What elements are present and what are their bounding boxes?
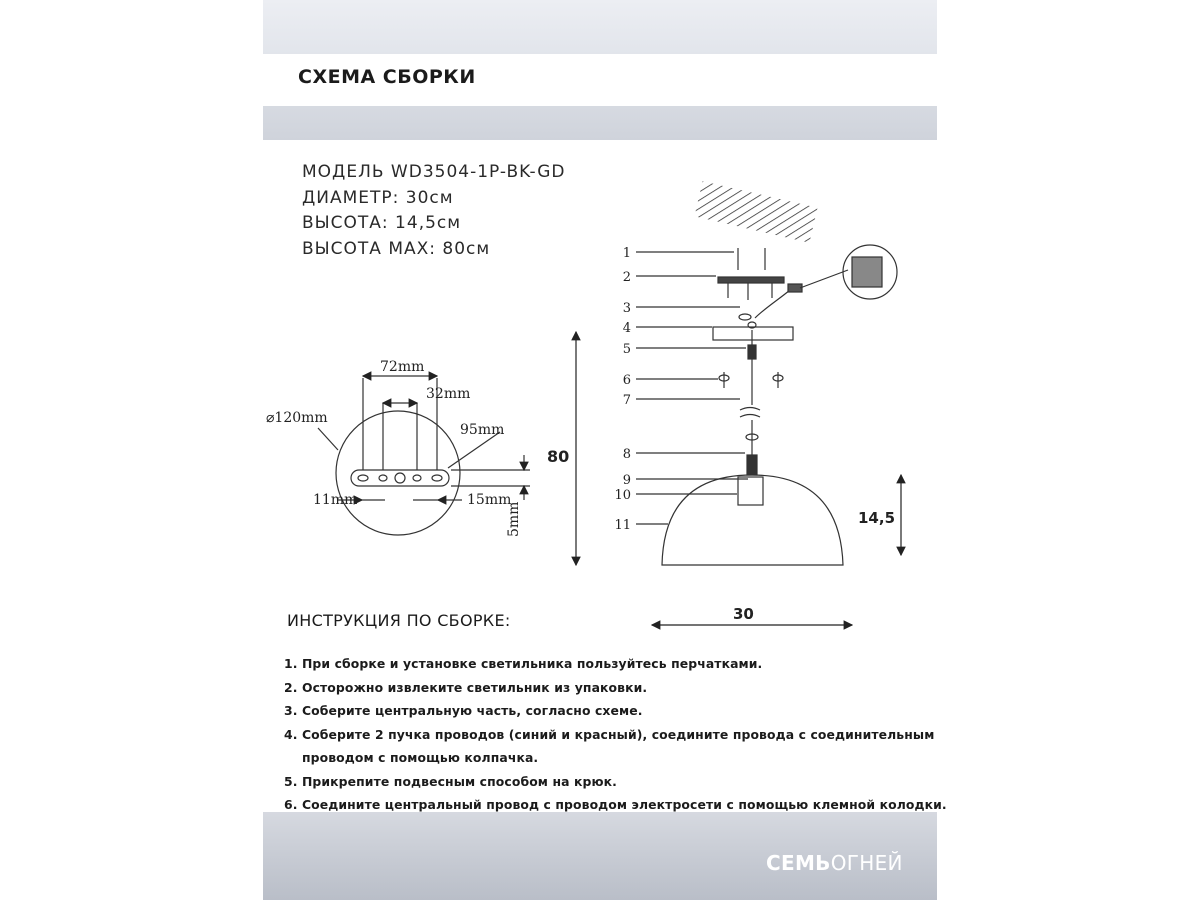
instruction-step-6: 6. Соедините центральный провод с проводом электросети с помощью клемной колодки. bbox=[284, 797, 947, 812]
part-number-4: 4 bbox=[622, 321, 631, 336]
width-label: 30 bbox=[733, 605, 754, 623]
part-number-9: 9 bbox=[622, 473, 631, 488]
lamp-socket bbox=[738, 477, 763, 505]
spec-height: ВЫСОТА: 14,5см bbox=[302, 213, 462, 233]
dim-diameter-label: ⌀120mm bbox=[266, 410, 328, 426]
dim-95-label: 95mm bbox=[460, 422, 505, 438]
brand-light: ОГНЕЙ bbox=[830, 851, 903, 875]
part-number-2: 2 bbox=[622, 270, 631, 285]
instruction-step-5: 5. Прикрепите подвесным способом на крюк. bbox=[284, 773, 617, 789]
instructions-list bbox=[284, 652, 947, 817]
instruction-step-3: 3. Соберите центральную часть, согласно схеме. bbox=[284, 703, 643, 718]
ceiling-hatch bbox=[694, 181, 817, 243]
part-number-8: 8 bbox=[622, 447, 631, 462]
lamp-exploded-view bbox=[636, 181, 901, 625]
brand-bold: СЕМЬ bbox=[766, 851, 831, 875]
part-number-1: 1 bbox=[622, 246, 631, 261]
instructions-title: ИНСТРУКЦИЯ ПО СБОРКЕ: bbox=[287, 611, 511, 630]
spec-model: МОДЕЛЬ WD3504-1P-BK-GD bbox=[302, 162, 566, 182]
part-number-10: 10 bbox=[614, 488, 631, 503]
spec-height-max: ВЫСОТА MAX: 80см bbox=[302, 238, 491, 259]
bracket-detail bbox=[318, 376, 530, 535]
page-title: СХЕМА СБОРКИ bbox=[298, 66, 476, 88]
part-number-3: 3 bbox=[622, 301, 631, 316]
dim-15-label: 15mm bbox=[467, 492, 512, 508]
dome-shade bbox=[662, 475, 843, 565]
shade-height-label: 14,5 bbox=[858, 509, 896, 527]
spec-diameter: ДИАМЕТР: 30см bbox=[302, 187, 454, 208]
part-number-7: 7 bbox=[622, 393, 631, 408]
dim-5-label: 5mm bbox=[506, 501, 522, 537]
instruction-step-1: 1. При сборке и установке светильника пользуйтесь перчатками. bbox=[284, 656, 763, 671]
instruction-step-4: 4. Соберите 2 пучка проводов (синий и красный), соедините провода с соединительным bbox=[284, 726, 935, 742]
total-height-label: 80 bbox=[547, 447, 570, 466]
dim-72-label: 72mm bbox=[380, 359, 425, 375]
part-number-5: 5 bbox=[622, 342, 631, 357]
mounting-plate bbox=[351, 470, 449, 486]
brand-logo bbox=[766, 851, 903, 875]
dim-11-label: 11mm bbox=[313, 492, 358, 508]
part-number-6: 6 bbox=[622, 373, 631, 388]
dim-32-label: 32mm bbox=[426, 386, 471, 402]
canopy bbox=[713, 327, 793, 340]
instruction-step-2: 2. Осторожно извлеките светильник из упаковки. bbox=[284, 679, 648, 695]
part-number-11: 11 bbox=[614, 518, 631, 533]
instruction-step-4-continued: проводом с помощью колпачка. bbox=[302, 750, 539, 765]
